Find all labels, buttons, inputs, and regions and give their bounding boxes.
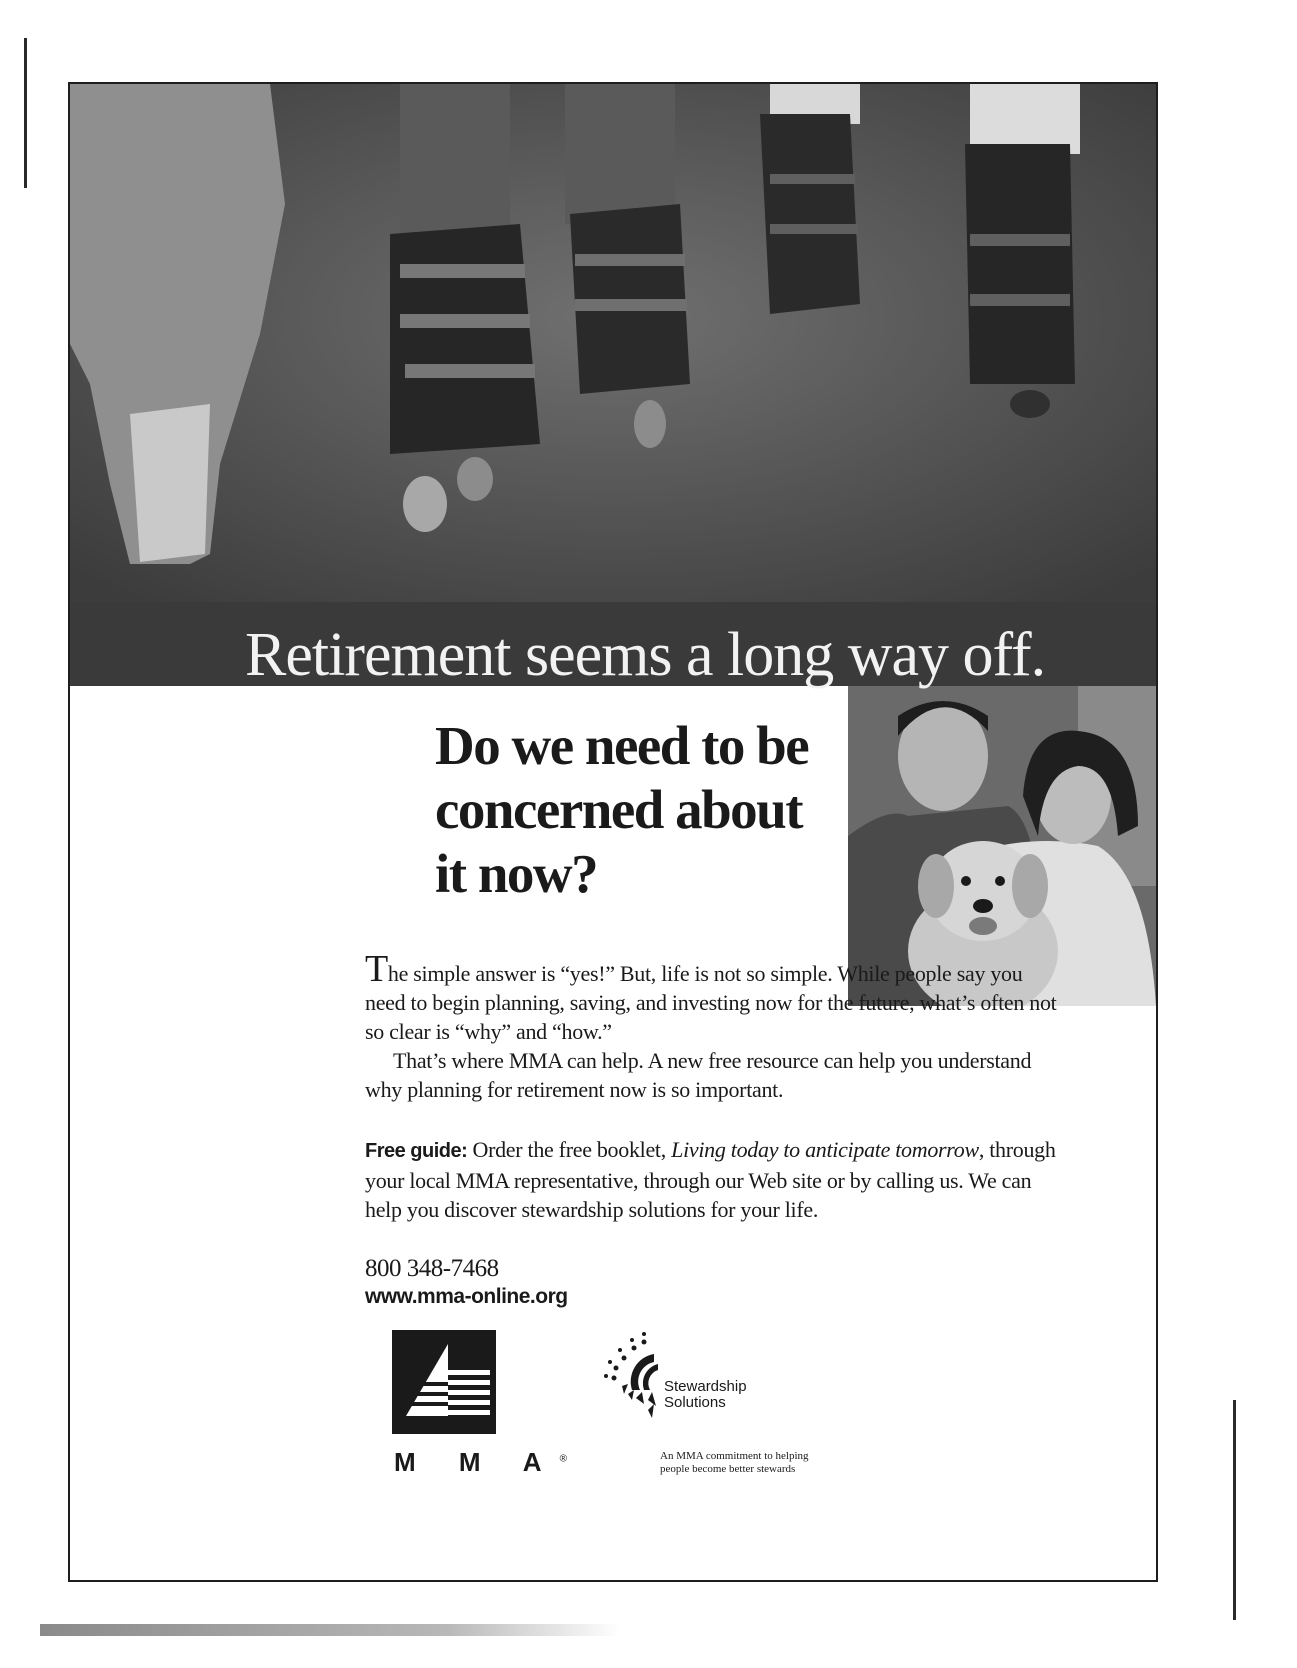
- solutions-line: Solutions: [664, 1394, 726, 1411]
- mma-logo-icon: [392, 1330, 496, 1434]
- headline: Retirement seems a long way off.: [245, 621, 1046, 689]
- scan-bar-bottom: [40, 1624, 620, 1636]
- free-guide-intro: Order the free booklet,: [467, 1137, 672, 1162]
- hero-photo-skaters: [70, 84, 1156, 602]
- mma-wordmark: [394, 1447, 567, 1478]
- booklet-title: Living today to anticipate tomorrow: [671, 1137, 979, 1162]
- contact-phone: 800 348-7468: [365, 1255, 499, 1282]
- stewardship-tagline: [660, 1450, 860, 1476]
- body-paragraph-1: [365, 948, 1065, 1046]
- free-guide-paragraph: [365, 1135, 1065, 1224]
- body-paragraph-1-text: he simple answer is “yes!” But, life is not so simple. While people say you need to begin planning, saving, and investing now for the future, what’s often not so clear is “why” and “how.”: [365, 961, 1057, 1044]
- scan-edge-left: [24, 38, 27, 188]
- body-paragraph-2: That’s where MMA can help. A new free resource can help you understand why planning for retirement now is so important.: [365, 1048, 1032, 1102]
- tagline-line-1: An MMA commitment to helping: [660, 1450, 809, 1462]
- registered-mark: ®: [559, 1453, 567, 1465]
- stewardship-line: Stewardship: [664, 1378, 747, 1395]
- mma-wordmark-text: M M A: [394, 1447, 560, 1477]
- contact-url[interactable]: www.mma-online.org: [365, 1285, 568, 1308]
- scan-edge-right: [1233, 1400, 1236, 1620]
- tagline-line-2: people become better stewards: [660, 1463, 796, 1475]
- subheadline: Do we need to be concerned about it now?: [435, 715, 809, 904]
- stewardship-solutions-sunburst-icon: [598, 1328, 668, 1428]
- free-guide-label: Free guide:: [365, 1140, 468, 1162]
- drop-cap: T: [365, 948, 388, 990]
- stewardship-solutions-name: [664, 1379, 747, 1411]
- free-guide-rest: , through your local MMA representative, through our Web site or by calling us. We can help you discover stewardship solutions for your life.: [365, 1137, 1056, 1222]
- body-copy: [365, 948, 1065, 1104]
